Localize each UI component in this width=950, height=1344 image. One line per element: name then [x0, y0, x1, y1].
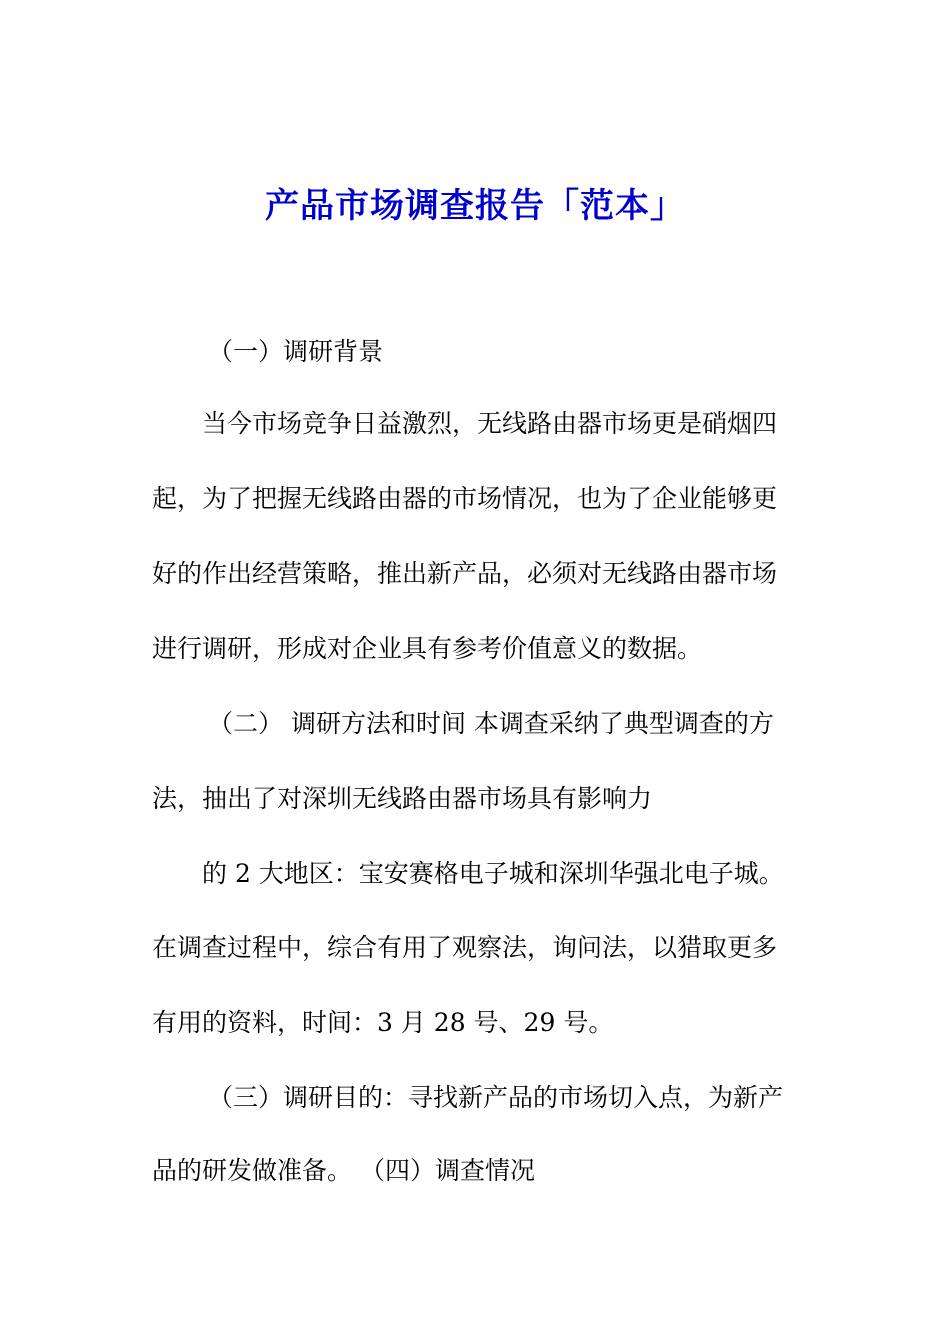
- paragraph-line: 起，为了把握无线路由器的市场情况，也为了企业能够更: [152, 484, 778, 513]
- paragraph-line: 进行调研，形成对企业具有参考价值意义的数据。: [152, 634, 703, 663]
- section-heading-background: （一）调研背景: [208, 337, 384, 366]
- paragraph-line: 在调查过程中，综合有用了观察法，询问法，以猎取更多: [152, 933, 778, 962]
- paragraph-line: 当今市场竞争日益激烈，无线路由器市场更是硝烟四: [202, 409, 778, 438]
- paragraph-line: 的 2 大地区：宝安赛格电子城和深圳华强北电子城。: [202, 859, 784, 888]
- paragraph-line: 好的作出经营策略，推出新产品，必须对无线路由器市场: [152, 559, 778, 588]
- document-title: 产品市场调查报告「范本」: [265, 186, 685, 226]
- paragraph-line: 品的研发做准备。 （四）调查情况: [152, 1156, 535, 1185]
- paragraph-line: 法，抽出了对深圳无线路由器市场具有影响力: [152, 784, 653, 813]
- section-heading-method: （二） 调研方法和时间 本调查采纳了典型调查的方: [208, 709, 774, 738]
- section-heading-purpose: （三）调研目的：寻找新产品的市场切入点，为新产: [208, 1083, 784, 1112]
- paragraph-line: 有用的资料，时间：3 月 28 号、29 号。: [152, 1008, 614, 1037]
